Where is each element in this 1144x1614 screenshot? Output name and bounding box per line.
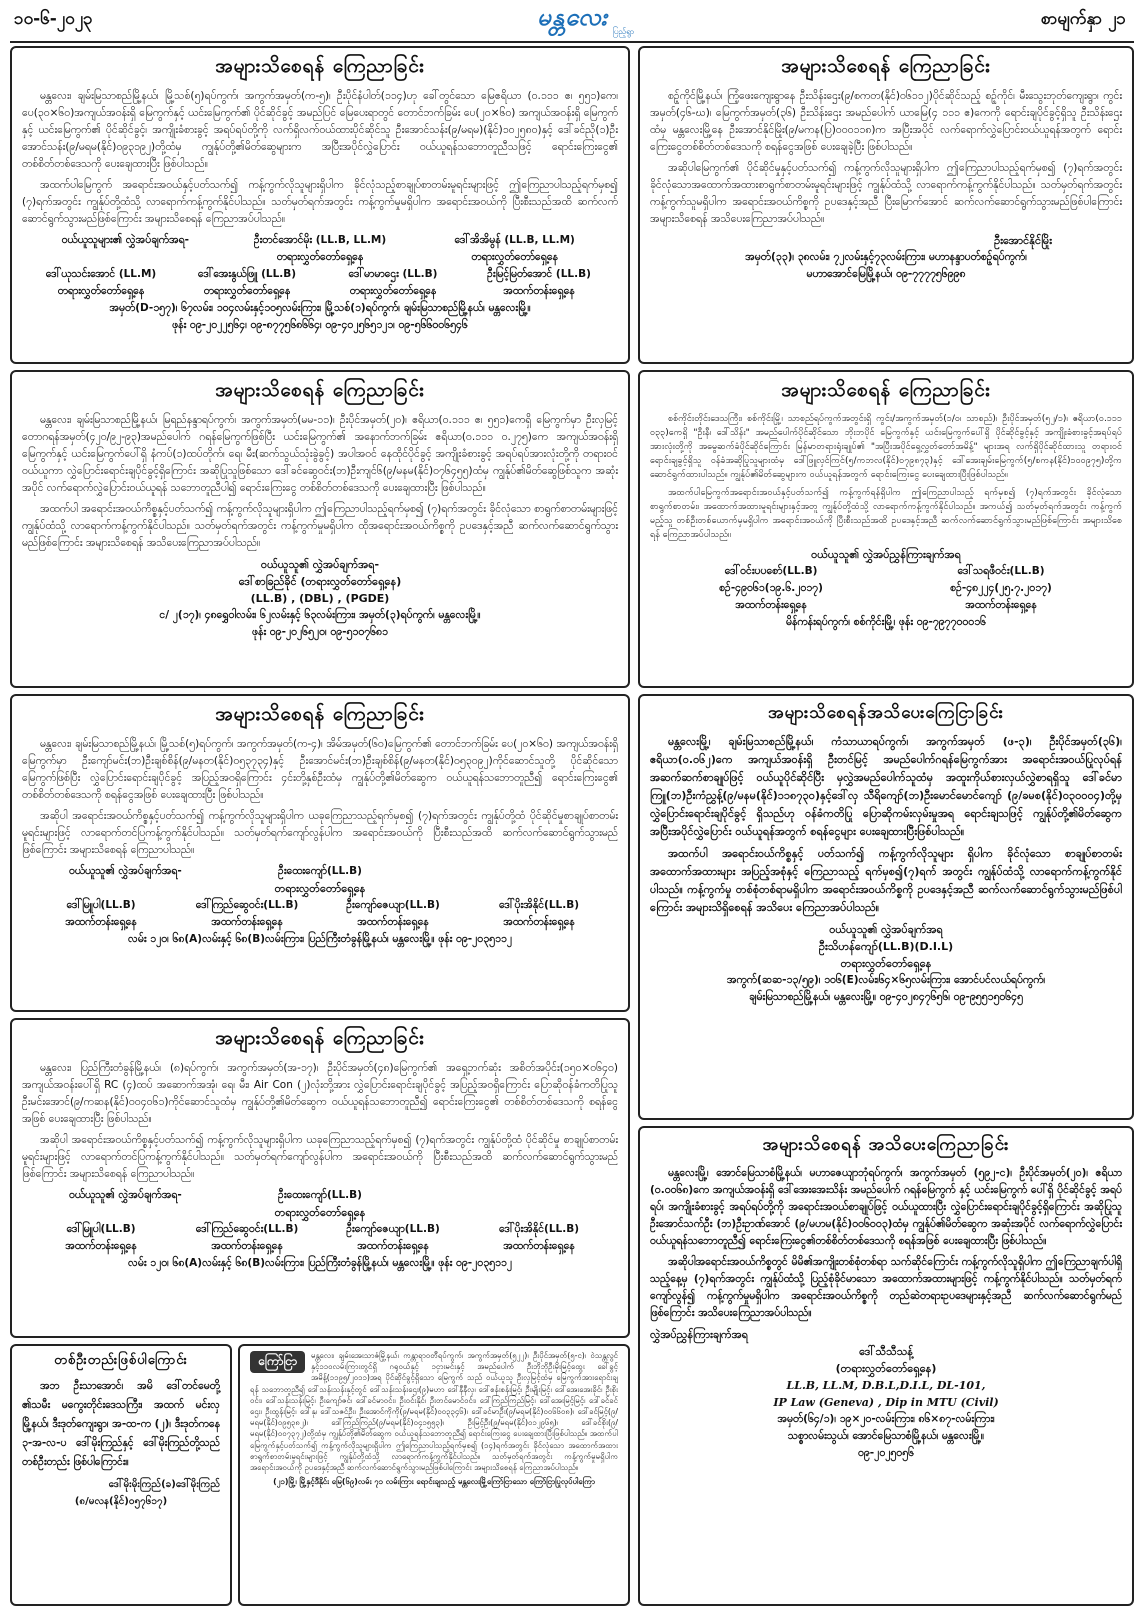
lawyer-name: ဒေါ်စာခြည်ခိုင် (တရားလွှတ်တော်ရှေ့နေ) <box>238 575 402 588</box>
office-address: အမှတ်(၆၄/၁)၊ ၁၉×၂၀-လမ်းကြား၊ ၈၆×၈၇-လမ်းကြား၊ <box>777 1413 995 1425</box>
lawyer-role-row <box>650 597 1122 614</box>
client-mandate: ဝယ်ယူသူ၏ လွှဲအပ်ချက်အရ- <box>68 865 182 877</box>
office-address: အကွက်(ဆဆ-၁၃/၅၉)၊ ၁၀၆(E)လမ်း၊၆၄×၆၅လမ်းကြား၊ အောင်ပင်လယ်ရပ်ကွက်၊ <box>726 974 1046 986</box>
associates-role-row <box>22 1238 618 1255</box>
notice-title: အများသိစေရန် ကြေညာခြင်း <box>215 55 425 77</box>
lawyer-row <box>650 563 1122 580</box>
associate-name: ဒေါ်မြူပါ(LL.B) <box>66 1223 136 1235</box>
lawyer-row <box>22 1187 618 1204</box>
lawyer-role: အထက်တန်းရှေ့နေ <box>735 599 807 611</box>
notice-5 <box>10 694 630 1012</box>
office-phone: ချမ်းမြသာစည်မြို့နယ်၊ မန္တလေးမြို့။ ၀၉-၄၀၂၈၄၇၆၅၆၊ ၀၉-၉၅၅၁၅၀၆၄၅ <box>748 991 1023 1003</box>
signer-name: ဦးအောင်နိုင်မြိုး <box>994 234 1052 247</box>
notice-body: အဘ ဦးသာအောင်၊ အမိ ဒေါ်တင်မေတို့ ၏သမီး မကွေးတိုင်းဒေသကြီး၊ အထက် မင်းလှမြို့နယ်၊ ဒီးဒုတ်ကျေးရွာ၊ အ-ထ-က (၂)၊ ဒီးဒုတ်ကနေ ၃-အ-လ-ပ ဒေါ်မိုးကြည်နှင့် ဒေါ်မိုးကြည်တို့သည် တစ်ဦးတည်း ဖြစ်ပါကြောင်း။ <box>22 1380 220 1468</box>
header-rule <box>10 41 1134 43</box>
office-address: မိန်ကန်းရပ်ကွက်၊ စစ်ကိုင်းမြို့၊ ဖုန်း ၀၉-၇၉၇၇၀၀၀၁၆ <box>785 616 987 628</box>
associate-role: အထက်တန်းရှေ့နေ <box>211 1240 283 1252</box>
associate-role: တရားလွှတ်တော်ရှေ့နေ <box>203 285 291 297</box>
notice-body: အဆိုပါမြေကွက်၏ ပိုင်ဆိုင်မှုနှင့်ပတ်သက်၍ ကန့်ကွက်လိုသူများရှိပါက ဤကြေညာပါသည့်ရက်မှစ၍ (၇)ရက်အတွင်း ခိုင်လုံသောအထောက်အထားစာရွက်စာတမ်းမူရင်းများဖြင့် ကျွန်ုပ်ထံသို့ လာရောက်ကန့်ကွက်နိုင်ပါသည်။ သတ်မှတ်ရက်အတွင်း ကန့်ကွက်သူမရှိပါက အရောင်းအဝယ်ကိစ္စကို ဥပဒေနှင့်အညီ ပြီးမြောက်အောင် ဆက်လက်ဆောင်ရွက်သွားမည်ဖြစ်ပါကြောင်း အများသိစေရန် အသိပေးကြေညာအပ်ပါသည်။ <box>650 162 1122 225</box>
page-header <box>0 0 1144 42</box>
license-number: စဉ်-၄၈၂၂၄(၂၅.၇.၂၀၁၇) <box>950 582 1052 594</box>
license-row <box>650 580 1122 597</box>
lawyer-row <box>22 232 618 249</box>
lawyer-degrees: LL.B, LL.M, D.B.L,D.I.L, DL-101, <box>786 1379 986 1392</box>
lawyer-degrees: IP Law (Geneva) , Dip in MTU (Civil) <box>773 1396 999 1409</box>
notice-body: အဆိုပါ အရောင်းအဝယ်ကိစ္စနှင့်ပတ်သက်၍ ကန့်ကွက်လိုသူများရှိပါက ယခုကြေညာသည့်ရက်မှစ၍ (၇)ရက်အတွင်း ကျွန်ုပ်တို့ထံ ပိုင်ဆိုင်မှု စာချုပ်စာတမ်းမူရင်းများဖြင့် လာရောက်တင်ပြကန့်ကွက်နိုင်ပါသည်။ သတ်မှတ်ရက်ကျော်လွန်ပါက အရောင်းအဝယ်ကို ပြီးစီးသည်အထိ ဆက်လက်ဆောင်ရွက်သွားမည်ဖြစ်ကြောင်း အများသိစေရန် ကြေညာပါသည်။ <box>22 1134 618 1180</box>
notice-title: အများသိစေရန် ကြေညာခြင်း <box>215 379 425 401</box>
notice-body: မန္တလေးမြို့၊ အောင်မြေသာစံမြို့နယ်၊ မဟာဇေယျာဘုံရပ်ကွက်၊ အကွက်အမှတ် (၅၉၂-င)၊ ဦးပိုင်အမှတ်(၂၀)၊ ဧရိယာ (၀.၀၀၆၈)ကေ အကျယ်အဝန်းရှိ ဒေါ်အေးအေးသိန်း အမည်ပေါက် ဂရန်မြေကွက် နှင့် ယင်းမြေကွက် ပေါ်ရှိ ပိုင်ဆိုင်ခွင့် အရပ်ရပ်၊ အကျိုးခံစားခွင့် အရပ်ရပ်တို့ကို အရောင်းအဝယ်စာချုပ်ဖြင့် ဝယ်ယူထားပြီး လွှဲပြောင်းရောင်းချပိုင်ခွင့်ရှိကြောင်း အဆိုပြုသူ ဦးအောင်သက်ဦး (ဘ)ဦးဥာဏ်အောင် (၉/မဟမ(နိုင်)၀၀၆၀၀၃)ထံမှ ကျွန်ုပ်၏မိတ်ဆွေက အဆုံးအပိုင် လက်ရောက်လွှဲပြောင်းဝယ်ယူရန်သဘောတူညီ၍ ရောင်းကြေးငွေ၏တစ်စိတ်တစ်ဒေသကို စရန်အဖြစ် ပေးချေထားပြီး ဖြစ်ပါသည်။ <box>650 1167 1122 1247</box>
notice-title: အများသိစေရန် ကြေညာခြင်း <box>215 703 425 725</box>
notice-2 <box>638 46 1134 364</box>
signer-nrc: (၈/မလန(နိုင်)၀၅၇၆၁၇) <box>74 1496 168 1507</box>
lawyer-name: ဦးထေးကျော်(LL.B) <box>278 865 362 877</box>
lawyer-degrees: (LL.B) , (DBL) , (PGDE) <box>250 592 390 605</box>
signer-name: ဒေါ်မိုးမိုးကြည်(ခ)ဒေါ်မိုးကြည် <box>108 1479 220 1490</box>
notice-title: အများသိစေရန် ကြေညာခြင်း <box>781 55 991 77</box>
office-address: လမ်း ၁၂၀၊ ၆၈(A)လမ်းနှင့် ၆၈(B)လမ်းကြား၊ ပြည်ကြီးတံခွန်မြို့နယ်၊ မန္တလေးမြို့။ ဖုန်း ၀၉-၂၀၃၅၁၁၂ <box>128 933 512 945</box>
associate-role: အထက်တန်းရှေ့နေ <box>357 916 429 928</box>
notice-footer: (၂၁)မြို့၊ မြို့နှင့်ဒီနိုင်း မြေ(၆၉)လမ်း ၇၁ လမ်းကြား ရောင်းချသည့် မန္တလေးမြို့ကြော်ငြာသော ကြော်ငြာပြုလုပ်ပါကြော <box>273 1477 595 1487</box>
lawyer-role: တရားလွှတ်တော်ရှေ့နေ <box>274 1206 366 1219</box>
notice-body: အထက်ပါ အရောင်းဝယ်ကိစ္စနှင့် ပတ်သက်၍ ကန့်ကွက်လိုသူများ ရှိပါက ခိုင်လုံသော စာချုပ်စာတမ်း အထောက်အထားများ အပြည့်အစုံနှင့် ကြေညာသည့် ရက်မှစ၍(၇)ရက် အတွင်း ကျွန်ုပ်ထံသို့ လာရောက်ကန့်ကွက်နိုင်ပါသည်။ ကန့်ကွက်မှု တစ်စုံတစ်ရာမရှိပါက အရောင်းအဝယ်ကိစ္စကို ဥပဒေနှင့်အညီ ဆက်လက်ဆောင်ရွက်သွားမည်ဖြစ်ပါကြောင်း အများသိရှိစေရန် အသိပေး ကြေညာအပ်ပါသည်။ <box>650 847 1122 914</box>
associate-role: တရားလွှတ်တော်ရှေ့နေ <box>57 285 145 297</box>
office-address: လမ်း ၁၂၀၊ ၆၈(A)လမ်းနှင့် ၆၈(B)လမ်းကြား၊ ပြည်ကြီးတံခွန်မြို့နယ်၊ မန္တလေးမြို့။ ဖုန်း ၀၉-၂၀၃၅၁၁၂ <box>128 1257 512 1269</box>
notice-body: စဉ့်ကိုင်မြို့နယ်၊ ကြံ့ဖေးကျေးရွာနေ ဦးသိန်းဌေး(၉/စကတ(နိုင်)၀၆၁၁၂)ပိုင်ဆိုင်သည့် စဉ့်ကိုင်၊ မီးသွေးဘုတ်ကျေးရွာ၊ ကွင်းအမှတ်(၄၆-ဃ)၊ မြေကွက်အမှတ်(၃၆) ဦးသိန်းဌေး အမည်ပေါက် ယာမြေ(၄ ၁၁၁ ဧ)ကေကို ရောင်းချပိုင်ခွင့်ရှိသူ ဦးသိန်းဌေးထံမှ မန္တလေးမြို့နေ ဦးအောင်နိုင်မြိုး(၉/မကန(ပြ)၀၀၀၁၁၈)က အပြီးအပိုင် လက်ရောက်လွှဲပြောင်းဝယ်ယူရန်အတွက် ရောင်းကြေးငွေတစ်စိတ်တစ်ဒေသကို စရန်ငွေအဖြစ် ပေးချေခဲ့ပြီး ဖြစ်ပါသည်။ <box>650 90 1122 153</box>
office-address: င/ ၂(၁၇)၊ ၄၈ရွှေဝါလမ်း၊ ၆၂လမ်းနှင့် ၆၃လမ်းကြား၊ အမှတ်(၃)ရပ်ကွက်၊ မန္တလေးမြို့။ <box>159 609 481 621</box>
associate-role: အထက်တန်းရှေ့နေ <box>211 916 283 928</box>
notice-title: အများသိစေရန် ကြေညာခြင်း <box>781 379 991 401</box>
associate-name: ဒေါ်ကြည်ဆွေဝင်း(LL.B) <box>195 899 299 911</box>
lawyer-role: အထက်တန်းရှေ့နေ <box>965 599 1037 611</box>
logo-subtext: ပြည့်ရွာ <box>612 27 634 36</box>
notice-10 <box>238 1344 630 1606</box>
office-phone: ဖုန်း ၀၉-၂၀၂၂၅၆၄၊ ၀၉-၈၇၇၅၆၈၆၆၄၊ ၀၉-၄၀၂၅၆၅၁၂၁၊ ၀၉-၅၆၆၀၀၆၅၄၆ <box>172 319 468 331</box>
lawyer-name: ဒေါ်သီသီသန့် <box>859 1345 913 1358</box>
client-mandate: ဝယ်ယူသူများ၏ လွှဲအပ်ချက်အရ- <box>61 234 190 246</box>
lawyer-role: တရားလွှတ်တော်ရှေ့နေ <box>471 251 558 263</box>
lawyer-name: ဦးထေးကျော်(LL.B) <box>278 1189 362 1201</box>
associates-row <box>22 1221 618 1238</box>
client-mandate: လွှဲအပ်ညွှန်ကြားချက်အရ <box>650 1328 749 1341</box>
ad-label: ကြော်ငြာ <box>250 1351 305 1373</box>
office-phone: ဖုန်း ၀၉-၂၀၂၆၅၂၀၊ ၀၉-၅၁၀၇၆၈၁ <box>252 626 388 638</box>
lawyer-row <box>22 863 618 880</box>
license-number: စဉ်-၄၉၀၆၁(၁၉.၆.၂၀၁၇) <box>719 582 823 594</box>
notice-3 <box>10 370 630 688</box>
associate-role: အထက်တန်းရှေ့နေ <box>65 916 137 928</box>
lawyer-name: ဦးတင်အောင်မိုး (LL.B, LL.M) <box>253 234 387 246</box>
notice-1 <box>10 46 630 364</box>
associates-row <box>22 266 618 283</box>
lawyer-name: ဦးသိဟန်ကျော်(LL.B)(D.I.L) <box>818 940 954 953</box>
associate-role: အထက်တန်းရှေ့နေ <box>65 1240 137 1252</box>
logo-text: မန္တလေး <box>537 3 608 31</box>
notice-body: မန္တလေး၊ ချမ်းမြသာစည်မြို့နယ်၊ မြို့သစ်(၅)ရပ်ကွက်၊ အကွက်အမှတ်(က-၅)၊ ဦးပိုင်နံပါတ်(၁၁၄)ဟု ခေါ်တွင်သော မြေဧရိယာ (၀.၁၁၁ ဧ၊ ၅၅၁)ကေ၊ ပေ(၃၀×၆၀)အကျယ်အဝန်းရှိ မြေကွက်နှင့် ယင်းမြေကွက်၏ ပိုင်ဆိုင်ခွင့် အမည်ပြင် မြေပေးရာတွင် တောင်ဘက်ခြမ်း ပေ(၂၀×၆၀) အကျယ်အဝန်းရှိ မြေကွက်နှင့် ယင်းမြေကွက်၏ ပိုင်ဆိုင်ခွင့်၊ အကျိုးခံစားခွင့် အရပ်ရပ်တို့ကို လက်ရှိလက်ဝယ်ထားပိုင်ဆိုင်သူ ဦးအောင်သန်း(၉/မရမ)(နိုင်)၁၀၂၅၈၀)နှင့် ဒေါ်ခင်ညို(၁)ဦးအောင်သန်း(၉/မရမ(နိုင်)၀၉၃၁၉၂)တို့ထံမှ ကျွန်ုပ်တို့၏မိတ်ဆွေများက အပြီးအပိုင်လွှဲပြောင်း ဝယ်ယူရန်သဘောတူညီသဖြင့် ရောင်းကြေးငွေ၏ တစ်စိတ်တစ်ဒေသကို ပေးချေထားပြီး ဖြစ်ပါသည်။ <box>22 90 618 170</box>
notice-title: အများသိစေရန် အသိပေးကြေညာခြင်း <box>762 1135 1010 1155</box>
issue-date: ၁၀-၆-၂၀၂၃ <box>14 9 93 29</box>
notice-body: မန္တလေး၊ ချမ်းအေးသာဇံမြို့နယ်၊ ကန္တာရာဝတီရပ်ကွက်၊ အကွက်အမှတ်(၅၂၂)၊ ဦးပိုင်အမှတ်(၅-င)၊ ဝဲသန္တလွင်နှင့်၁၁၀လမ်းကြားတွင်ရှိ ဂရုဝယ်နှင့် ၁ငှားမင်းနှင့် အမည်ပေါက် ဦးဘိုဘိုဦးမိုးမြင့်ထွေး ခေါ်ခွင့်အမိန့်(၁၁၉၅/၂၀၁၁)အရ ပိုင်ဆိုင်ခွင့်ရှိသော မြေကွက် သည် ဝယ်ယူသူ ဦးလှမြင့်ထံမှ မြေကွက်အားရောင်းချရန် သဘောတူညီ၍ ဒေါ်သန်းသန်းနှင့်တွင် ဒေါ်သန်းသန်းဌေး(၉)မဟာ ဒေါ်နီနီလှ၊ ဒေါ်စန်းစန်းမြင့်၊ ဦးမျိုးမြင့်၊ ဒေါ်အေးအေးခိုင်၊ ဦးစိုးဝင်း၊ ဒေါ်သန်းသန်းမြင့်၊ ဦးကျော်ဇင်၊ ဒေါ်ခင်မာဝင်း၊ ဦးဝင်းနိုင်၊ ဦးတင်မောင်ဝင်း၊ ဒေါ်ကြည်ကြည်မြင့်၊ ဒေါ်အေးမြင့်မြင့်၊ ဒေါ်ခင်ခင်ဌေး၊ ဦးထွန်းမြင့်၊ ဒေါ်နု၊ ဒေါ်သဇင်ဦး၊ ဦးအောင်ကိုကို(၉/မရမ(နိုင်)၀၀၃၃၄၆)၊ ဒေါ်ခင်မာဦး(၉/မရမ(နိုင်)၀၀၆၆၀၈)၊ ဒေါ်ခင်မြင့်(၉/မရမ(နိုင်)၀၉၅၃၈၂)၊ ဒေါ်ကြည်ကြည်(၉/မရမ(နိုင်)၀၄၁၅၅၃)၊ ဦးမြင့်ဦး(၉/မရမ(နိုင်)၀၁၂၉၆၅)၊ ဒေါ်ခင်စိုး(၉/မရမ(နိုင်)၀၀၇၃၇၂)တို့ထံမှ ကျွန်ုပ်တို့၏မိတ်ဆွေက ဝယ်ယူရန်သဘောတူညီ၍ ရောင်းကြေးငွေ ပေးချေထားပြီးဖြစ်ပါသည်။ အထက်ပါမြေကွက်နှင့်ပတ်သက်၍ ကန့်ကွက်လိုသူများရှိပါက ဤကြေညာပါသည့်ရက်မှစ၍ (၁၄)ရက်အတွင်း ခိုင်လုံသော အထောက်အထားစာရွက်စာတမ်းမူရင်းများဖြင့် ကျွန်ုပ်တို့ထံသို့ လာရောက်ကန့်ကွက်နိုင်ပါသည်။ သတ်မှတ်ရက်အတွင်း ကန့်ကွက်မှုမရှိပါက အရောင်းအဝယ်ကို ဥပဒေနှင့်အညီ ဆက်လက်ဆောင်ရွက်သွားမည်ဖြစ်ပါကြောင်း အများသိစေရန် ကြေညာအပ်ပါသည်။ <box>250 1351 618 1473</box>
newspaper-logo <box>505 2 640 38</box>
lawyer-name: ဒေါ်ဝင်းပပစော်(LL.B) <box>724 565 818 577</box>
notice-body: မန္တလေး၊ ချမ်းမြသာစည်မြို့နယ်၊ မြို့သစ်(၅)ရပ်ကွက်၊ အကွက်အမှတ်(က-၄)၊ အိမ်အမှတ်(၆၀)မြေကွက်၏ တောင်ဘက်ခြမ်း ပေ(၂၀×၆၀) အကျယ်အဝန်းရှိ မြေကွက်မှာ ဦးကျော်မင်း(ဘ)ဦးချစ်စိန်(၉/မနတ(နိုင်)၀၅၃၇၃၄)နှင့် ဦးအောင်မင်း(ဘ)ဦးချစ်စိန်(၉/မနတ(နိုင်)၀၅၃၀၉၂)ကိုင်ဆောင်သူတို့ ပိုင်ဆိုင်သော မြေကွက်ဖြစ်ပြီး လွှဲပြောင်းရောင်းချပိုင်ခွင့် အပြည့်အဝရှိကြောင်း ၄င်းတို့နှစ်ဦးထံမှ ကျွန်ုပ်တို့၏မိတ်ဆွေက ဝယ်ယူရန်သဘောတူညီ၍ ရောင်းကြေးငွေ၏ တစ်စိတ်တစ်ဒေသကို စရန်ငွေအဖြစ် ပေးချေထားပြီး ဖြစ်ပါသည်။ <box>22 738 618 801</box>
associates-role-row <box>22 914 618 931</box>
notice-body: အထက်ပါ အရောင်းအဝယ်ကိစ္စနှင့်ပတ်သက်၍ ကန့်ကွက်လိုသူများရှိပါက ဤကြေညာပါသည့်ရက်မှစ၍ (၇)ရက်အတွင်း ခိုင်လုံသော စာရွက်စာတမ်းများဖြင့် ကျွန်ုပ်ထံသို့ လာရောက်ကန့်ကွက်နိုင်ပါသည်။ သတ်မှတ်ရက်အတွင်း ကန့်ကွက်မှုမရှိပါက ထိုအရောင်းအဝယ်ကိစ္စကို ဥပဒေနှင့်အညီ ဆက်လက်ဆောင်ရွက်သွားမည်ဖြစ်ကြောင်း အများသိစေရန် အသိပေးကြေညာအပ်ပါသည်။ <box>22 503 618 549</box>
notice-title: အများသိစေရန်အသိပေးကြေငြာခြင်း <box>768 703 1004 723</box>
client-mandate: ဝယ်ယူသူ၏ လွှဲအပ်ချက်အရ- <box>68 1189 182 1201</box>
associate-role: အထက်တန်းရှေ့နေ <box>503 916 575 928</box>
associate-name: ဒေါ်ကြည်ဆွေဝင်း(LL.B) <box>195 1223 299 1235</box>
lawyer-role-row <box>22 249 618 266</box>
client-mandate: ဝယ်ယူသူ၏ လွှဲအပ်ချက်အရ- <box>260 558 380 571</box>
notice-title: အများသိစေရန် ကြေညာခြင်း <box>215 1027 425 1049</box>
client-mandate: ဝယ်ယူသူ၏ လွှဲအပ်ညွှန်ကြားချက်အရ <box>811 548 961 561</box>
associates-row <box>22 897 618 914</box>
associate-name: ဒေါ်ပိုးအိနိုင်(LL.B) <box>498 899 580 911</box>
lawyer-role: (တရားလွှတ်တော်ရှေ့နေ) <box>835 1362 937 1375</box>
lawyer-role: တရားလွှတ်တော်ရှေ့နေ <box>276 251 364 263</box>
signer-phone: မဟာအောင်မြေမြို့နယ်၊ ၀၉-၇၇၇၇၅၆၉၉၈ <box>806 268 966 280</box>
associate-name: ဒေါ်ပိုးအိနိုင်(LL.B) <box>498 1223 580 1235</box>
associate-name: ဒေါ်မြူပါ(LL.B) <box>66 899 136 911</box>
client-mandate: ဝယ်ယူသူ၏ လွှဲအပ်ချက်အရ <box>829 923 943 936</box>
notice-body: စစ်ကိုင်းတိုင်းဒေသကြီး၊ စစ်ကိုင်းမြို့၊ သာစည်ရပ်ကွက်အတွင်းရှိ ကွင်း/အကွက်အမှတ်(၁/၀၊ သာစည်)၊ ဦးပိုင်အမှတ်(၅၂/၁)၊ ဧရိယာ(၀.၁၁၁ ၀၃၃)ကေရှိ "ဦးနီ၊ ဒေါ်သိန်း" အမည်ပေါက်ပိုင်ဆိုင်သော ဘိုးဘပိုင် မြေကွက်နှင့် ယင်းမြေကွက်ပေါ်ရှိ ပိုင်ဆိုင်ခွင့်နှင့် အကျိုးခံစားခွင့်အရပ်ရပ်အားလုံးတို့ကို အမွေဆက်ခံပိုင်ဆိုင်ကြောင်း မြန်မာတရားရုံးချုပ်၏ "အပြီးအပိုင်ရှေ့လွှတ်တော်အမိန့်" များအရ လက်ရှိပိုင်ဆိုင်ထားသူ တရားဝင်ရောင်းချခွင့်ရှိသူ ဝန်ခံအဆိုပြုသူများထံမှ ဒေါ်ဖြူလှင်ကြင်(၅/ကဘလ(နိုင်)၀၇၉၈၇၃)နှင့် ဒေါ်အေးချမ်းမြေကွက်(၅/စကန(နိုင်)၁၀၀၉၇၅)တို့က ဆောင်ရွက်ထားပါသည်။ ကျွန်ုပ်၏မိတ်ဆွေများက ဝယ်ယူရန်အတွက် ရောင်းကြေးငွေ ပေးချေထားပြီးဖြစ်ပါသည်။ <box>650 414 1122 480</box>
notice-6 <box>638 694 1134 1120</box>
page-number: စာမျက်နှာ ၂၁ <box>1040 9 1126 29</box>
notice-body: အထက်ပါမြေကွက်အရောင်းအဝယ်နှင့်ပတ်သက်၍ ကန့်ကွက်ရန်ရှိပါက ဤကြေညာပါသည့် ရက်မှစ၍ (၇)ရက်အတွင်း ခိုင်လုံသောစာရွက်စာတမ်း၊ အထောက်အထားမူရင်းများနှင့်အတူ ကျွန်ုပ်တို့ထံသို့ လာရောက်ကန့်ကွက်နိုင်ပါသည်။ အကယ်၍ သတ်မှတ်ရက်အတွင်း ကန့်ကွက်မည့်သူ တစ်ဦးတစ်ယောက်မှမရှိပါက အရောင်းအဝယ်ကို ပြီးစီးသည်အထိ ဥပဒေနှင့်အညီ ဆက်လက်ဆောင်ရွက်သွားမည်ဖြစ်ကြောင်း အများသိစေရန် ကြေညာအပ်ပါသည်။ <box>650 488 1122 540</box>
associate-role: အထက်တန်းရှေ့နေ <box>357 1240 429 1252</box>
notice-body: မန္တလေး၊ ပြည်ကြီးတံခွန်မြို့နယ်၊ (၈)ရပ်ကွက်၊ အကွက်အမှတ်(အ-၁၇)၊ ဦးပိုင်အမှတ်(၄၈)မြေကွက်၏ အရှေ့ဘက်ဆုံး အစိတ်အပိုင်း(၁၅၀×၀၆၄၀) အကျယ်အဝန်းပေါ်ရှိ RC (၄)ထပ် အဆောက်အအုံ၊ ရေ၊ မီး၊ Air Con (၂)လုံးတို့အား လွှဲပြောင်းရောင်းချပိုင်ခွင့် အပြည့်အဝရှိကြောင်း ပြောဆိုဝန်ခံကတိပြုသူ ဦးမင်းအောင်(၉/ကဆန(နိုင်)၀၀၄၀၆၁)ကိုင်ဆောင်သူထံမှ ကျွန်ုပ်တို့၏မိတ်ဆွေက ဝယ်ယူရန်သဘောတူညီ၍ ရောင်းကြေးငွေ၏ တစ်စိတ်တစ်ဒေသကို စရန်ငွေအဖြစ် ပေးချေထားပြီး ဖြစ်ပါသည်။ <box>22 1062 618 1125</box>
lawyer-role: တရားလွှတ်တော်ရှေ့နေ <box>274 882 366 895</box>
associate-name: ဦးကျော်ဇေယျာ(LL.B) <box>346 1223 440 1235</box>
associate-name: ဦးမြင့်မြတ်အောင် (LL.B) <box>487 268 591 280</box>
associate-name: ဒေါ်ယုသင်းအောင် (LL.M) <box>45 268 157 280</box>
associate-name: ဦးကျော်ဇေယျာ(LL.B) <box>346 899 440 911</box>
notice-body: မန္တလေးမြို့၊ ချမ်းမြသာစည်မြို့နယ်၊ ကံသာယာရပ်ကွက်၊ အကွက်အမှတ် (ဖ-၃)၊ ဦးပိုင်အမှတ်(၃၆)၊ ဧရိယာ(၀.၀၆၂)ကေ အကျယ်အဝန်းရှိ ဦးတင်မြင့် အမည်ပေါက်ဂရန်မြေကွက်အား အရောင်းအဝယ်ပြုလုပ်ရန် အဆက်ဆက်စာချုပ်ဖြင့် ဝယ်ယူပိုင်ဆိုင်ပြီး မှလွှဲအမည်ပေါက်သူထံမှ အထူးကိုယ်စားလှယ်လွှဲစာရရှိသူ ဒေါ်ခင်မာကြူ(ဘ)ဦးကံညွှန့်(၉/မနမ(နိုင်)၁၁၈၇၃၀)နှင့်ဒေါ်လှ သီရိကျော်(ဘ)ဦးမောင်မောင်ကျော် (၉/ခမစ(နိုင်)၀၃၀၀၀၄)တို့မှ လွှဲပြောင်းရောင်းချပိုင်ခွင့် ရှိသည်ဟု ဝန်ခံကတိပြု ပြောဆိုကမ်းလှမ်းမှုအရ ရောင်းချသဖြင့် ကျွန်ုပ်တို့၏မိတ်ဆွေက အပြီးအပိုင်လွှဲပြောင်း ဝယ်ယူရန်အတွက် စရန်ငွေများ ပေးချေထားပြီးဖြစ်ပါသည်။ <box>650 735 1122 838</box>
notice-body: အထက်ပါမြေကွက် အရောင်းအဝယ်နှင့်ပတ်သက်၍ ကန့်ကွက်လိုသူများရှိပါက ခိုင်လုံသည့်စာချုပ်စာတမ်းမူရင်းများဖြင့် ဤကြေညာပါသည့်ရက်မှစ၍ (၇)ရက်အတွင်း ကျွန်ုပ်တို့ထံသို့ လာရောက်ကန့်ကွက်နိုင်ပါသည်။ သတ်မှတ်ရက်အတွင်း ကန့်ကွက်မှုမရှိပါက အရောင်းအဝယ်ကို ပြီးစီးသည်အထိ ဆက်လက်ဆောင်ရွက်သွားမည်ဖြစ်ကြောင်း အများသိစေရန် ကြေညာအပ်ပါသည်။ <box>22 179 618 225</box>
notice-8 <box>638 1126 1134 1606</box>
notice-body: အဆိုပါအရောင်းအဝယ်ကိစ္စတွင် မိမိ၏အကျိုးတစ်စုံတစ်ရာ သက်ဆိုင်ကြောင်း ကန့်ကွက်လိုသူရှိပါက ဤကြေညာချက်ပါရှိသည့်နေ့မှ (၇)ရက်အတွင်း ကျွန်ုပ်ထံသို့ ပြည့်စုံခိုင်မာသော အထောက်အထားများဖြင့် ကန့်ကွက်နိုင်ပါသည်။ သတ်မှတ်ရက် ကျော်လွန်၍ ကန့်ကွက်မှုမရှိပါက အရောင်းအဝယ်ကိစ္စကို တည်ဆဲတရားဥပဒေများနှင့်အညီ ဆက်လက်ဆောင်ရွက်မည်ဖြစ်ကြောင်း အသိပေးကြေညာအပ်ပါသည်။ <box>650 1256 1122 1319</box>
ad-label-wrapper <box>250 1350 305 1373</box>
associate-role: အထက်တန်းရှေ့နေ <box>503 285 575 297</box>
associate-name: ဒေါ်မာမာဌေး (LL.B) <box>348 268 438 280</box>
notice-9 <box>10 1344 232 1606</box>
associate-name: ဒေါ်အေးနွယ်ဖြူ (LL.B) <box>197 268 297 280</box>
lawyer-name: ဒေါ်အိအိမွန် (LL.B, LL.M) <box>454 234 575 246</box>
lawyer-role: တရားလွှတ်တော်ရှေ့နေ <box>840 957 932 970</box>
signer-address: အမှတ်(၃၃)၊ ၃၈လမ်း၊ ၇၂လမ်းနှင့်၇၃လမ်းကြား၊ မဟာနန္ဒာပတ်စဉ့်ရပ်ကွက်၊ <box>745 251 1027 263</box>
associate-role: အထက်တန်းရှေ့နေ <box>503 1240 575 1252</box>
notice-body: အဆိုပါ အရောင်းအဝယ်ကိစ္စနှင့်ပတ်သက်၍ ကန့်ကွက်လိုသူများရှိပါက ယခုကြေညာသည့်ရက်မှစ၍ (၇)ရက်အတွင်း ကျွန်ုပ်တို့ထံ ပိုင်ဆိုင်မှုစာချုပ်စာတမ်းမူရင်းများဖြင့် လာရောက်တင်ပြကန့်ကွက်နိုင်ပါသည်။ သတ်မှတ်ရက်ကျော်လွန်ပါက အရောင်းအဝယ်ကို ပြီးစီးသည်အထိ ဆက်လက်ဆောင်ရွက်သွားမည်ဖြစ်ကြောင်း အများသိစေရန် ကြေညာပါသည်။ <box>22 810 618 856</box>
lawyer-name: ဒေါ်သရဖီဝင်း(LL.B) <box>957 565 1045 577</box>
office-phone: ၀၉-၂၀၂၅၀၅၆ <box>857 1447 915 1459</box>
notice-title: တစ်ဦးတည်းဖြစ်ပါကြောင်း <box>54 1353 188 1368</box>
associates-role-row <box>22 283 618 300</box>
notice-7 <box>10 1018 630 1338</box>
office-address: အမှတ်(D-၁၅၇)၊ ၆၇လမ်း၊ ၁၀၄လမ်းနှင့်၁၀၅လမ်းကြား၊ မြို့သစ်(၁)ရပ်ကွက်၊ ချမ်းမြသာစည်မြို့နယ်၊ မန္တလေးမြို့။ <box>109 302 531 314</box>
notice-body: မန္တလေး၊ ချမ်းမြသာစည်မြို့နယ်၊ မြရည်နန္ဒာရပ်ကွက်၊ အကွက်အမှတ်(မမ-၁၁)၊ ဦးပိုင်အမှတ်(၂၀)၊ ဧရိယာ(၀.၁၁၁ ဧ၊ ၅၅၁)ကေရှိ မြေကွက်မှာ ဦးလှမြင့် တောဂရန်အမှတ်(၄၂၀/၉၂-၉၃)အမည်ပေါက် ဂရန်မြေကွက်ဖြစ်ပြီး ယင်းမြေကွက်၏ အနောက်ဘက်ခြမ်း ဧရိယာ(၀.၁၁၁ ၀.၂၇၅)ကေ အကျယ်အဝန်းရှိ မြေကွက်နှင့် ယင်းမြေကွက်ပေါ်ရှိ နံကပ်(၁)ထပ်တိုက်၊ ရေ၊ မီး(ဆက်သွယ်သုံးခွဲခွင့်) အပါအဝင် နေထိုင်ပိုင်ခွင့် အကျိုးခံစားခွင့် အရပ်ရပ်အားလုံးတို့ကို တရားဝင်ဝယ်ယူကာ လွှဲပြောင်းရောင်းချပိုင်ခွင့်ရှိကြောင်း အဆိုပြုသူဖြစ်သော ဒေါ်ခင်ဆွေဝင်း(ဘ)ဦးကျင်၆(၉/မနမ(နိုင်)၀၇၆၄၅၅)ထံမှ ကျွန်ုပ်၏မိတ်ဆွေဖြစ်သူက အဆုံးအပိုင် လက်ရောက်လွှဲပြောင်းဝယ်ယူရန် သဘောတူညီပါ၍ ရောင်းကြေးငွေ တစ်စိတ်တစ်ဒေသကို ပေးချေထားပြီး ဖြစ်ပါသည်။ <box>22 414 618 494</box>
associate-role: တရားလွှတ်တော်ရှေ့နေ <box>349 285 437 297</box>
office-address: သစ္စာလမ်းသွယ်၊ အောင်မြေသာစံမြို့နယ်၊ မန္တလေးမြို့။ <box>787 1430 985 1442</box>
notice-4 <box>638 370 1134 688</box>
